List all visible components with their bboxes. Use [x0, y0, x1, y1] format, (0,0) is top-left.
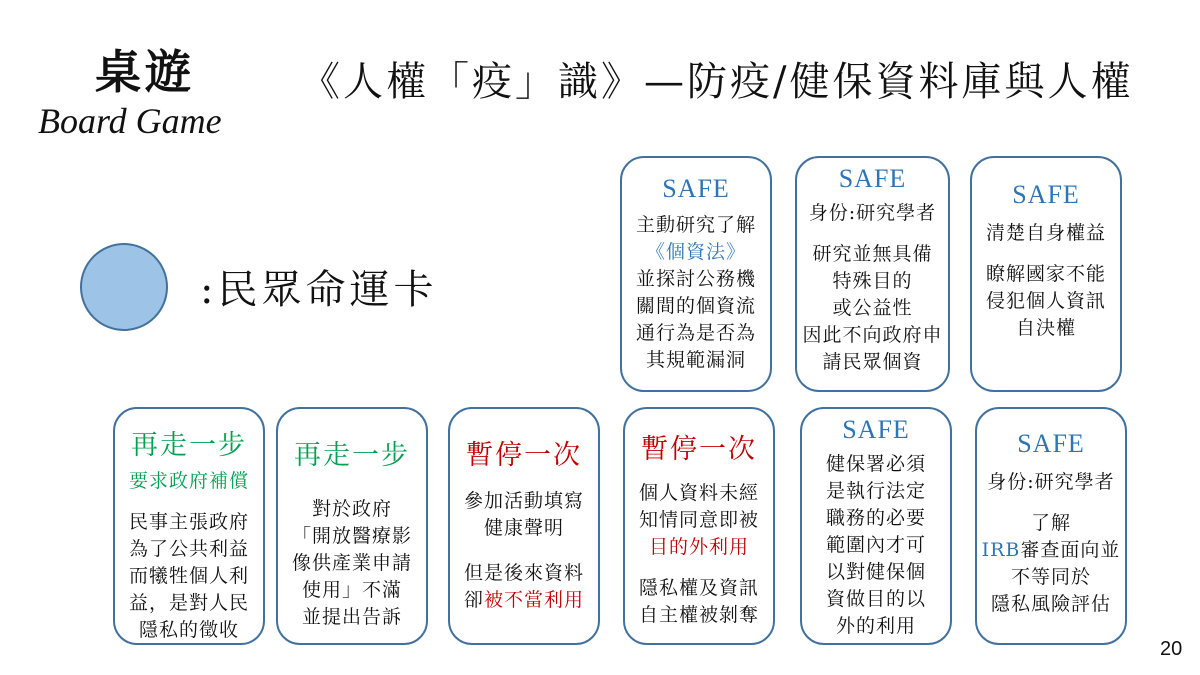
card-line: 侵犯個人資訊	[985, 290, 1106, 312]
card-line: 為了公共利益	[128, 538, 249, 560]
legend-circle-icon	[80, 243, 168, 331]
card-line: 並提出告訴	[301, 606, 402, 628]
card-bottom-3	[448, 407, 600, 645]
card-line: 參加活動填寫	[463, 490, 584, 512]
card-bottom-2	[276, 407, 428, 645]
card-line: 但是後來資料	[463, 562, 584, 584]
card-body	[802, 200, 942, 376]
title-en: Board Game	[38, 101, 222, 141]
slide-headline: 《人權「疫」識》—防疫/健保資料庫與人權	[300, 59, 1134, 105]
card-line: IRB審查面向並	[981, 539, 1121, 561]
card-line: 並探討公務機	[635, 268, 756, 290]
card-line: 身份:研究學者	[987, 471, 1115, 493]
card-line: 外的利用	[835, 615, 916, 637]
card-line: 《個資法》	[645, 241, 747, 263]
card-body	[986, 220, 1106, 342]
card-title: SAFE	[838, 164, 907, 193]
card-body	[636, 212, 756, 374]
card-body	[292, 496, 412, 631]
card-title: SAFE	[1017, 429, 1085, 458]
card-title: SAFE	[1012, 180, 1080, 209]
card-top-3	[970, 156, 1122, 392]
card-line: 因此不向政府申	[802, 324, 943, 346]
card-line: 是執行法定	[825, 480, 926, 502]
card-bottom-1	[113, 407, 265, 645]
card-line: 請民眾個資	[822, 351, 923, 373]
card-body	[826, 451, 926, 640]
card-line: 研究並無具備	[812, 243, 933, 265]
card-line: 「開放醫療影	[291, 525, 412, 547]
card-line: 通行為是否為	[635, 322, 756, 344]
card-top-2	[795, 156, 950, 392]
card-body	[464, 488, 584, 614]
title-zh: 桌遊	[95, 45, 195, 99]
card-title: 暫停一次	[641, 434, 757, 465]
card-title: SAFE	[842, 415, 910, 444]
card-bottom-4	[623, 407, 775, 645]
card-title: 再走一步	[131, 430, 247, 461]
card-line: 隱私的徵收	[138, 619, 239, 641]
card-line: 資做目的以	[825, 588, 926, 610]
card-line: 對於政府	[311, 498, 392, 520]
card-line: 職務的必要	[825, 507, 926, 529]
card-line: 個人資料未經	[638, 482, 759, 504]
card-line: 特殊目的	[832, 270, 913, 292]
card-body	[982, 469, 1121, 618]
card-bottom-6	[975, 407, 1127, 645]
card-line: 清楚自身權益	[985, 222, 1106, 244]
page-number: 20	[1160, 638, 1183, 660]
card-line: 而犧牲個人利	[128, 565, 249, 587]
card-top-1	[620, 156, 772, 392]
card-line: 身份:研究學者	[808, 202, 937, 224]
card-line: 關間的個資流	[635, 295, 756, 317]
card-line: 隱私權及資訊	[638, 577, 759, 599]
card-line: 以對健保個	[825, 561, 926, 583]
card-line: 瞭解國家不能	[985, 263, 1106, 285]
card-title: 暫停一次	[466, 440, 582, 471]
card-line: 健康聲明	[483, 517, 564, 539]
card-line: 主動研究了解	[635, 214, 756, 236]
legend-label: :民眾命運卡	[200, 267, 438, 313]
card-body	[639, 480, 759, 629]
card-title: 再走一步	[294, 440, 410, 471]
card-line: 或公益性	[832, 297, 913, 319]
card-line: 民事主張政府	[128, 511, 249, 533]
card-line: 使用」不滿	[301, 579, 402, 601]
card-line: 不等同於	[1010, 566, 1091, 588]
card-line: 自決權	[1015, 317, 1076, 339]
card-body	[129, 509, 249, 644]
card-line: 知情同意即被	[638, 509, 759, 531]
card-line: 範圍內才可	[825, 534, 926, 556]
card-line: 卻被不當利用	[463, 589, 585, 611]
card-subtitle: 要求政府補償	[128, 470, 249, 492]
card-line: 目的外利用	[648, 536, 749, 558]
card-line: 了解	[1030, 512, 1071, 534]
card-line: 健保署必須	[825, 453, 926, 475]
card-line: 自主權被剝奪	[638, 604, 759, 626]
card-title: SAFE	[662, 174, 730, 203]
card-line: 像供產業申請	[291, 552, 412, 574]
card-bottom-5	[800, 407, 952, 645]
card-line: 隱私風險評估	[990, 593, 1111, 615]
card-line: 其規範漏洞	[645, 349, 746, 371]
card-line: 益，是對人民	[128, 592, 249, 614]
